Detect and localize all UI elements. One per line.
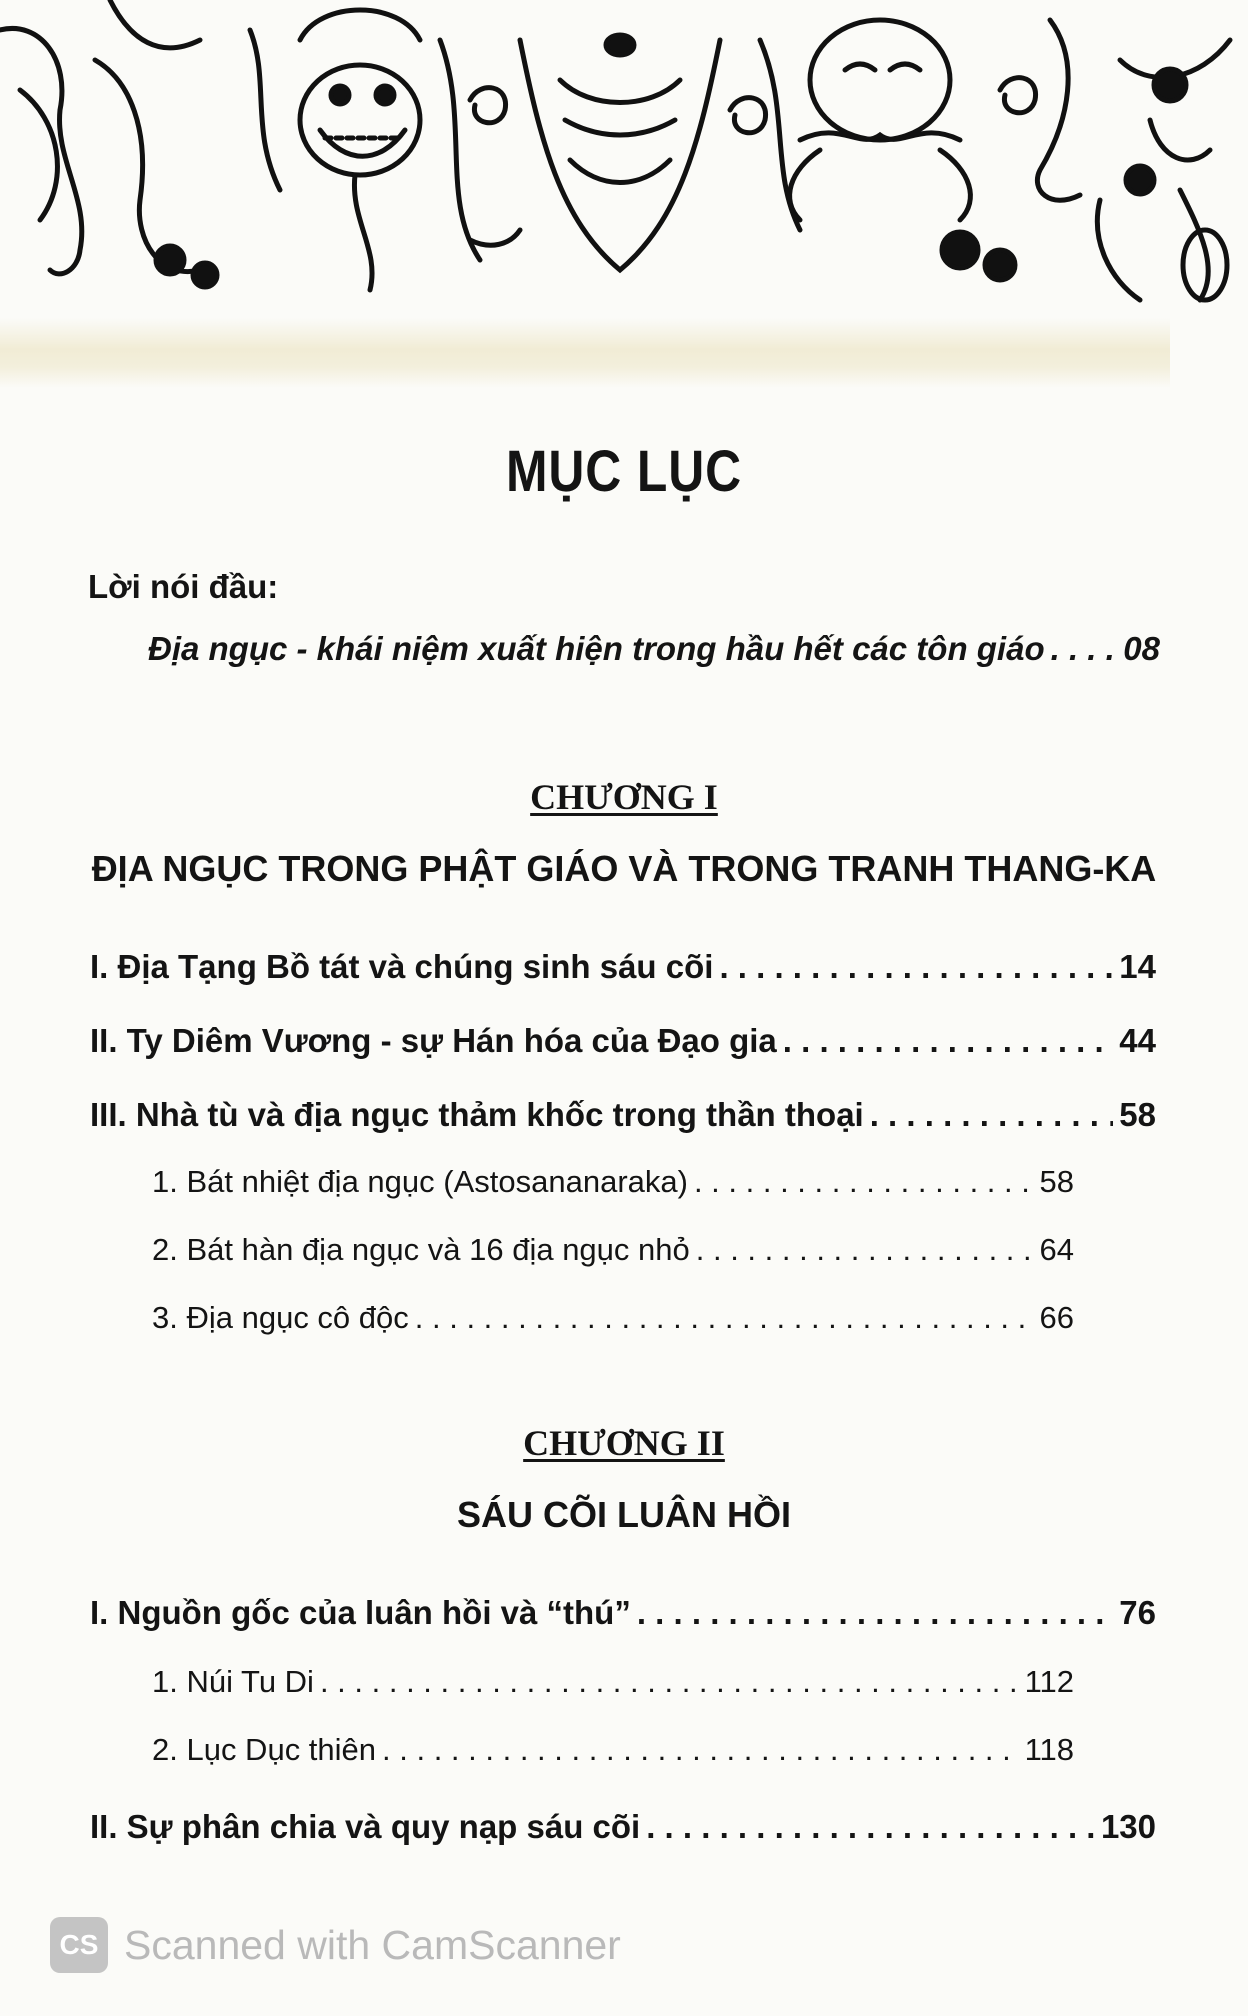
- toc-subentry: [152, 1232, 1074, 1268]
- camscanner-logo-icon: CS: [50, 1917, 108, 1973]
- toc-entry-text: I. Địa Tạng Bồ tát và chúng sinh sáu cõi: [90, 948, 714, 985]
- watermark-text: Scanned with CamScanner: [124, 1921, 621, 1968]
- toc-entry-text: 2. Lục Dục thiên: [152, 1732, 377, 1767]
- toc-entry-text: 1. Bát nhiệt địa ngục (Astosananaraka): [152, 1164, 688, 1199]
- toc-subentry: [152, 1732, 1074, 1768]
- toc-entry-text: II. Sự phân chia và quy nạp sáu cõi: [90, 1808, 641, 1845]
- dot-leader: [783, 1022, 1114, 1060]
- toc-entry-page: 44: [1119, 1022, 1156, 1059]
- toc-entry: [90, 1096, 1156, 1134]
- chapter-label: CHƯƠNG I: [530, 777, 718, 817]
- toc-entry-page: 112: [1024, 1664, 1074, 1699]
- toc-subentry: [152, 1300, 1074, 1336]
- toc-entry-page: 118: [1024, 1732, 1074, 1767]
- toc-entry: [90, 1594, 1156, 1632]
- dot-leader: [646, 1808, 1095, 1846]
- toc-entry: [90, 1022, 1156, 1060]
- toc-entry-text: III. Nhà tù và địa ngục thảm khốc trong thần thoại: [90, 1096, 864, 1133]
- dot-leader: [415, 1300, 1034, 1336]
- page-title: MỤC LỤC: [506, 439, 742, 504]
- dot-leader: [696, 1232, 1034, 1268]
- chapter-title: ĐỊA NGỤC TRONG PHẬT GIÁO VÀ TRONG TRANH THANG-KA: [91, 848, 1157, 889]
- dot-leader: [870, 1096, 1114, 1134]
- toc-entry: [90, 1808, 1156, 1846]
- dot-leader: [1051, 630, 1118, 668]
- toc-entry-page: 58: [1119, 1096, 1156, 1133]
- dot-leader: [694, 1164, 1034, 1200]
- chapter-title: SÁU CÕI LUÂN HỒI: [456, 1494, 791, 1535]
- toc-entry-page: 76: [1119, 1594, 1156, 1631]
- toc-subentry: [152, 1664, 1074, 1700]
- toc-entry-page: 14: [1119, 948, 1156, 985]
- toc-entry-text: 1. Núi Tu Di: [152, 1664, 314, 1699]
- toc-entry-text: 3. Địa ngục cô độc: [152, 1300, 409, 1335]
- toc-entry-text: II. Ty Diêm Vương - sự Hán hóa của Đạo gia: [90, 1022, 777, 1059]
- toc-entry-text: I. Nguồn gốc của luân hồi và “thú”: [90, 1594, 631, 1631]
- dot-leader: [320, 1664, 1019, 1700]
- header-illustration: [0, 0, 1248, 380]
- toc-subentry: [152, 1164, 1074, 1200]
- camscanner-watermark: [50, 1917, 621, 1973]
- toc-entry-page: 58: [1039, 1164, 1074, 1199]
- toc-entry-page: 130: [1100, 1808, 1156, 1845]
- chapter-label: CHƯƠNG II: [523, 1423, 725, 1463]
- toc-entry: [148, 630, 1160, 668]
- toc-entry-text: 2. Bát hàn địa ngục và 16 địa ngục nhỏ: [152, 1232, 690, 1267]
- dot-leader: [719, 948, 1113, 986]
- toc-entry-page: 08: [1123, 630, 1160, 667]
- toc-entry-text: Địa ngục - khái niệm xuất hiện trong hầu hết các tôn giáo: [148, 630, 1045, 667]
- preface-label: Lời nói đầu:: [88, 568, 279, 605]
- toc-entry-page: 66: [1039, 1300, 1074, 1335]
- dot-leader: [382, 1732, 1019, 1768]
- dot-leader: [637, 1594, 1113, 1632]
- toc-entry: [90, 948, 1156, 986]
- toc-entry-page: 64: [1039, 1232, 1074, 1267]
